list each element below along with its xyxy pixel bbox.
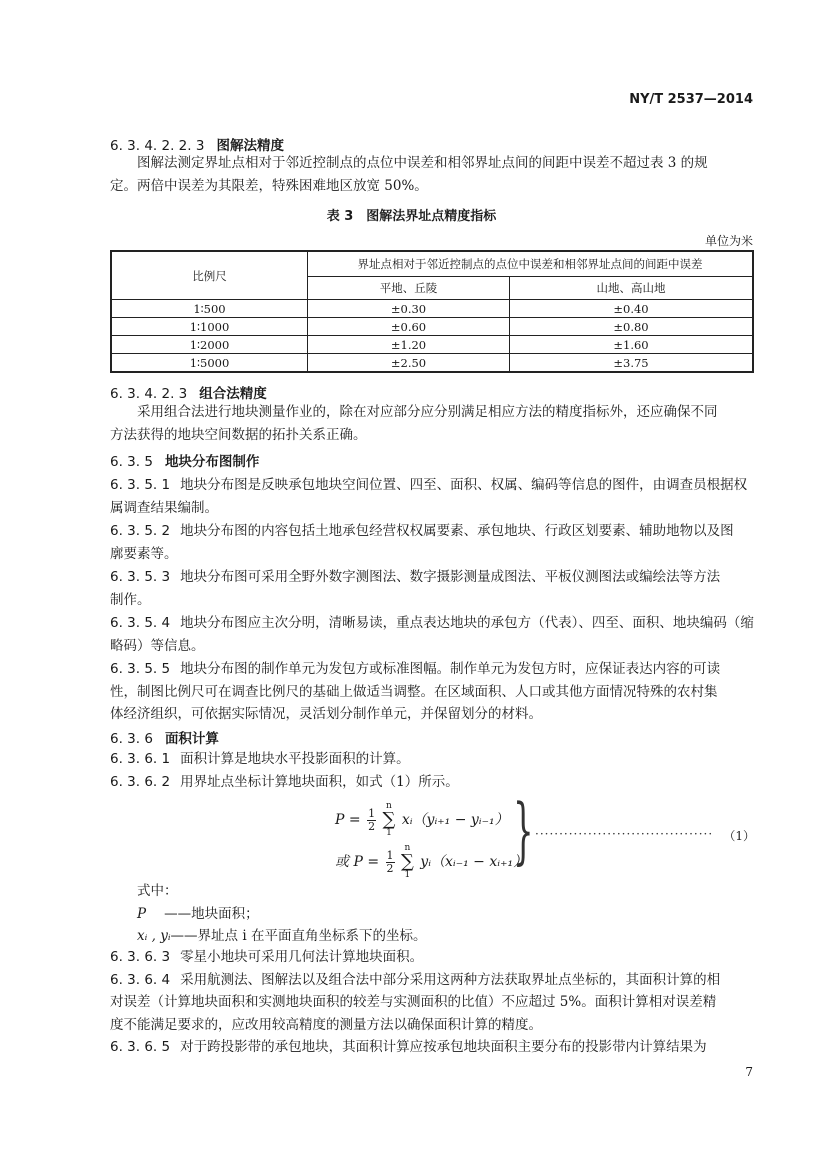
table-cell-scale: 1∶500 [111, 300, 308, 318]
text-line: 采用组合法进行地块测量作业的，除在对应部分应分别满足相应方法的精度指标外，还应确保不同 [137, 404, 718, 420]
text-line: 体经济组织，可依据实际情况，灵活划分制作单元，并保留划分的材料。 [110, 706, 542, 722]
table-header-scale: 比例尺 [111, 251, 308, 300]
paragraph [110, 152, 755, 197]
text-line: 度不能满足要求的，应改用较高精度的测量方法以确保面积计算的精度。 [110, 1016, 542, 1033]
formula-lhs: 或 P = [335, 854, 380, 870]
symbol-desc: ——地块面积； [164, 905, 259, 922]
fraction-numerator: 1 [368, 806, 376, 820]
table-cell: ±0.30 [308, 300, 510, 318]
clause-number: 6. 3. 5. 5 [110, 661, 171, 677]
table-unit: 单位为米 [704, 234, 753, 248]
table-cell: ±3.75 [510, 354, 753, 373]
clause-number: 6. 3. 6. 4 [110, 971, 171, 988]
formula-line-2 [335, 844, 527, 880]
area-formula [335, 788, 755, 880]
summation-icon: n ∑ 1 [382, 801, 396, 838]
clause-number: 6. 3. 6. 3 [110, 949, 171, 965]
text-line: 地块分布图的制作单元为发包方或标准图幅。制作单元为发包方时，应保证表达内容的可读 [180, 661, 721, 677]
text-line: 制作。 [110, 591, 151, 608]
section-number: 6. 3. 5 [110, 454, 153, 470]
text-line: 图解法测定界址点相对于邻近控制点的点位中误差和相邻界址点间的间距中误差不超过表 3 的规 [137, 155, 708, 171]
symbol: P [137, 905, 147, 922]
right-brace-icon: } [513, 788, 534, 872]
text-line: 对误差（计算地块面积和实测地块面积的较差与实测面积的比值）不应超过 5%。面积计算相对误差精 [110, 994, 717, 1010]
table-cell-scale: 1∶1000 [111, 318, 308, 336]
text-line: 对于跨投影带的承包地块，其面积计算应按承包地块面积主要分布的投影带内计算结果为 [180, 1039, 707, 1055]
table-caption: 表 3 图解法界址点精度指标 [326, 209, 497, 224]
section-title: 面积计算 [164, 731, 219, 747]
formula-line-1 [335, 802, 509, 838]
formula-lhs: P = [335, 812, 361, 828]
section-heading [110, 450, 259, 470]
section-number: 6. 3. 6 [110, 731, 153, 747]
table-cell: ±0.40 [510, 300, 753, 318]
clause-number: 6. 3. 6. 2 [110, 773, 171, 790]
table-cell: ±1.60 [510, 336, 753, 354]
clause-number: 6. 3. 5. 3 [110, 569, 171, 585]
paragraph [110, 946, 755, 1059]
symbol-desc: ——界址点 i 在平面直角坐标系下的坐标。 [170, 928, 427, 944]
sum-upper: n [404, 843, 411, 853]
table-header-flat: 平地、丘陵 [308, 277, 510, 300]
text-line: 面积计算是地块水平投影面积的计算。 [180, 751, 410, 767]
fraction-denominator: 2 [368, 819, 376, 833]
paragraph [110, 658, 755, 726]
where-item [110, 925, 755, 948]
paragraph [110, 520, 755, 565]
text-line: 地块分布图应主次分明，清晰易读，重点表达地块的承包方（代表）、四至、面积、地块编码（缩 [180, 615, 754, 631]
table-cell: ±0.80 [510, 318, 753, 336]
text-line: 用界址点坐标计算地块面积，如式（1）所示。 [180, 773, 459, 790]
text-line: 方法获得的地块空间数据的拓扑关系正确。 [110, 426, 367, 443]
table-header-group: 界址点相对于邻近控制点的点位中误差和相邻界址点间的间距中误差 [308, 251, 754, 277]
paragraph [110, 474, 755, 519]
text-line: 采用航测法、图解法以及组合法中部分采用这两种方法获取界址点坐标的，其面积计算的相 [180, 971, 721, 988]
table-row [111, 354, 753, 373]
section-number: 6. 3. 4. 2. 3 [110, 386, 188, 402]
text-line: 定。两倍中误差为其限差，特殊困难地区放宽 50%。 [110, 177, 428, 194]
paragraph [110, 566, 755, 611]
paragraph [110, 612, 755, 657]
text-line: 地块分布图可采用全野外数字测图法、数字摄影测量成图法、平板仪测图法或编绘法等方法 [180, 569, 721, 585]
table-cell-scale: 1∶5000 [111, 354, 308, 373]
text-line: 地块分布图的内容包括土地承包经营权权属要素、承包地块、行政区划要素、辅助地物以及图 [180, 523, 734, 539]
clause-number: 6. 3. 5. 1 [110, 477, 171, 493]
formula-body: yᵢ（xᵢ₋₁ − xᵢ₊₁） [420, 854, 528, 870]
sum-upper: n [386, 801, 392, 811]
table-cell-scale: 1∶2000 [111, 336, 308, 354]
table-cell: ±2.50 [308, 354, 510, 373]
section-heading [110, 727, 219, 747]
precision-table [110, 250, 754, 373]
section-heading [110, 382, 267, 402]
table-cell: ±0.60 [308, 318, 510, 336]
sum-lower: 1 [386, 828, 392, 838]
where-intro: 式中： [137, 883, 178, 899]
clause-number: 6. 3. 6. 1 [110, 751, 171, 767]
fraction [386, 850, 395, 875]
clause-number: 6. 3. 5. 2 [110, 523, 171, 539]
formula-body: xᵢ（yᵢ₊₁ − yᵢ₋₁） [401, 812, 509, 828]
text-line: 廓要素等。 [110, 545, 178, 562]
paragraph [110, 748, 755, 793]
clause-number: 6. 3. 6. 5 [110, 1039, 171, 1055]
standard-id: NY/T 2537—2014 [629, 92, 753, 107]
table-row [111, 318, 753, 336]
fraction [367, 808, 376, 833]
text-line: 地块分布图是反映承包地块空间位置、四至、面积、权属、编码等信息的图件，由调查员根据权 [180, 477, 748, 493]
section-title: 地块分布图制作 [164, 454, 260, 470]
sum-lower: 1 [404, 870, 411, 880]
symbol: xᵢ , yᵢ [137, 928, 171, 944]
where-block [110, 880, 755, 948]
text-line: 属调查结果编制。 [110, 499, 218, 516]
section-title: 组合法精度 [199, 386, 267, 402]
table-row [111, 336, 753, 354]
text-line: 略码）等信息。 [110, 637, 205, 654]
leader-dots: ····································· [535, 827, 714, 841]
section-title: 图解法精度 [216, 138, 284, 154]
summation-icon: n ∑ 1 [400, 843, 414, 880]
equation-number: （1） [723, 829, 755, 843]
text-line: 零星小地块可采用几何法计算地块面积。 [180, 949, 424, 965]
table-cell: ±1.20 [308, 336, 510, 354]
table-header-mountain: 山地、高山地 [510, 277, 753, 300]
paragraph [110, 401, 755, 446]
page-number: 7 [745, 1065, 753, 1079]
section-number: 6. 3. 4. 2. 2. 3 [110, 138, 205, 154]
where-item [110, 903, 755, 926]
table-row [111, 300, 753, 318]
text-line: 性，制图比例尺可在调查比例尺的基础上做适当调整。在区域面积、人口或其他方面情况特殊的农村集 [110, 683, 718, 700]
fraction-numerator: 1 [386, 848, 394, 862]
fraction-denominator: 2 [386, 861, 394, 875]
section-heading [110, 134, 284, 154]
clause-number: 6. 3. 5. 4 [110, 615, 171, 631]
